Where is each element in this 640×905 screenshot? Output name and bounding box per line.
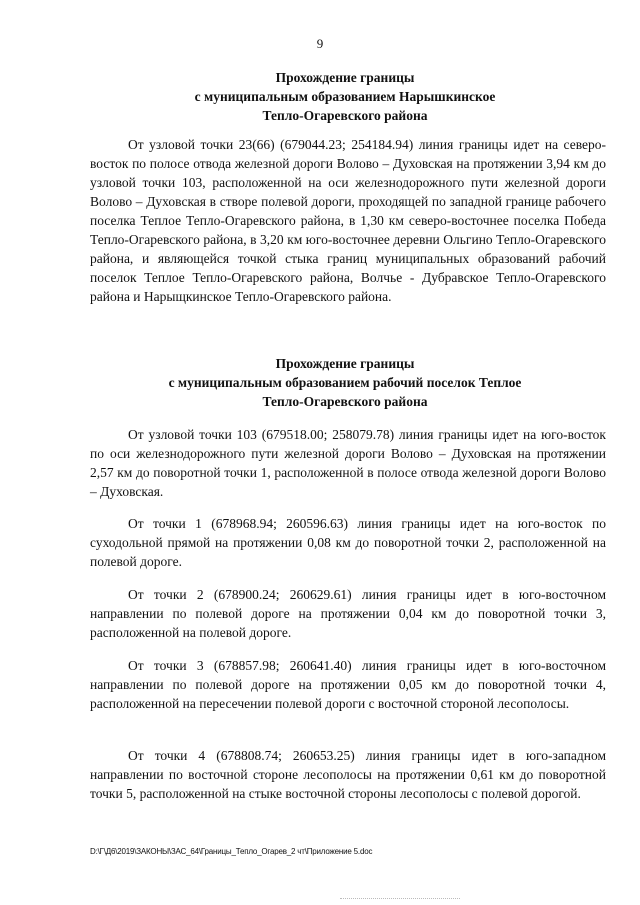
paragraph: От точки 2 (678900.24; 260629.61) линия границы идет в юго-восточном направлении по полевой дороге на протяжении 0,04 км до поворотной точки 3, расположенной на полевой дороге. bbox=[90, 587, 606, 640]
paragraph: От узловой точки 23(66) (679044.23; 254184.94) линия границы идет на северо-восток по полосе отвода железной дороги Волово – Духовская на протяжении 3,94 км до узловой точки 103, расположенной на оси железнодорожного пути железной дороги Волово – Духовская в створе полевой дороги, проходящей по западной границе рабочего поселка Теплое Тепло-Огаревского района, в 1,30 км северо-восточнее поселка Победа Тепло-Огаревского района, в 3,20 км юго-восточнее деревни Ольгино Тепло-Огаревского района, и являющейся точкой стыка границ муниципальных образований рабочий поселок Теплое Тепло-Огаревского района, Волчье - Дубравское Тепло-Огаревского района и Нарыщкинское Тепло-Огаревского района. bbox=[90, 137, 606, 304]
page-number: 9 bbox=[316, 36, 324, 51]
paragraph: От точки 3 (678857.98; 260641.40) линия границы идет в юго-восточном направлении по полевой дороге на протяжении 0,05 км до поворотной точки 4, расположенной на пересечении полевой дороги с восточной стороной лесополосы. bbox=[90, 658, 606, 711]
paragraph: От точки 4 (678808.74; 260653.25) линия границы идет в юго-западном направлении по восточной стороне лесополосы на протяжении 0,61 км до поворотной точки 5, расположенной на стыке восточной стороны лесополосы с полевой дорогой. bbox=[90, 748, 606, 801]
section-heading-teploe bbox=[90, 354, 600, 411]
heading-line: с муниципальным образованием рабочий поселок Теплое bbox=[168, 375, 522, 390]
heading-line: Тепло-Огаревского района bbox=[262, 394, 428, 409]
heading-line: с муниципальным образованием Нарышкинское bbox=[194, 89, 496, 104]
file-path-footer: D:\Г\Д6\2019\ЗАКОНЫ\ЗАС_64\Границы_Тепло_Огарев_2 чт\Приложение 5.doc bbox=[90, 847, 373, 856]
section-heading-naryshkinskoe bbox=[90, 68, 600, 125]
heading-line: Тепло-Огаревского района bbox=[262, 108, 428, 123]
scan-artifact-line bbox=[340, 898, 460, 899]
paragraph: От узловой точки 103 (679518.00; 258079.78) линия границы идет на юго-восток по оси железнодорожного пути железной дороги Волово – Духовская на протяжении 2,57 км до поворотной точки 1, расположенной в полосе отвода железной дороги Волово – Духовская. bbox=[90, 427, 606, 499]
paragraph: От точки 1 (678968.94; 260596.63) линия границы идет на юго-восток по суходольной прямой на протяжении 0,08 км до поворотной точки 2, расположенной на полевой дороге. bbox=[90, 516, 606, 569]
heading-line: Прохождение границы bbox=[275, 356, 415, 371]
heading-line: Прохождение границы bbox=[275, 70, 415, 85]
